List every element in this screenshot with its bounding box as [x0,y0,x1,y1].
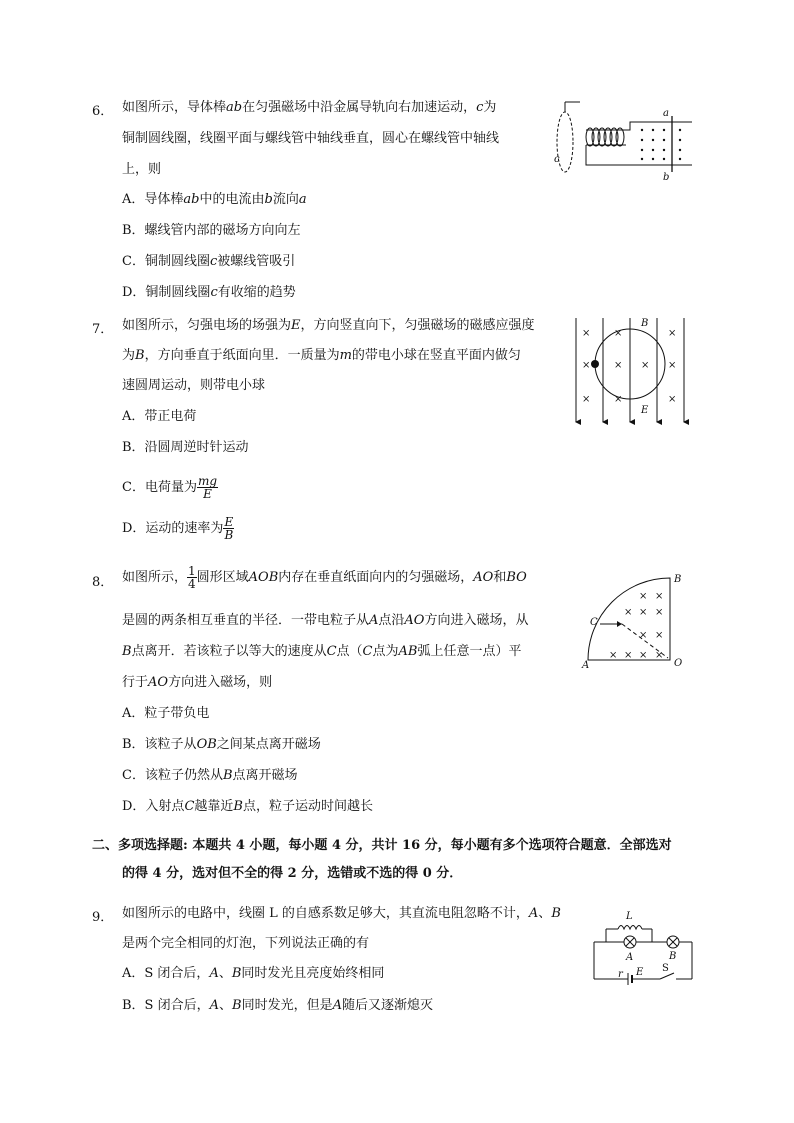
quarter-circle-figure [582,572,692,672]
label-A: A [626,952,634,963]
svg-text:×: × [639,591,648,602]
solenoid-rail-figure [550,100,700,183]
svg-text:×: × [582,328,591,339]
option-c[interactable]: C．电荷量为 $\frac{mg}{E}$ [122,474,218,501]
svg-text:×: × [582,360,591,371]
svg-text:×: × [655,591,664,602]
label-A: A [582,660,590,671]
question-text-line: 如图所示，匀强电场的场强为E，方向竖直向下，匀强磁场的磁感应强度 [122,318,535,333]
label-S: S [662,963,669,974]
option-b[interactable]: B．螺线管内部的磁场方向向左 [122,223,301,238]
svg-text:×: × [639,630,648,641]
label-E: E [636,967,644,978]
svg-text:×: × [655,630,664,641]
question-text-line: 行于AO方向进入磁场，则 [122,675,273,690]
svg-text:×: × [641,360,650,371]
option-a[interactable]: A．S 闭合后，A、B同时发光且亮度始终相同 [122,966,385,981]
svg-text:×: × [668,394,677,405]
question-text-line: 如图所示， $\frac{1}{4}$ 圆形区域AOB内存在垂直纸面向内的匀强磁场，AO和BO [122,564,527,591]
option-d[interactable]: D．运动的速率为 $\frac{E}{B}$ [122,515,234,542]
svg-text:×: × [624,650,633,661]
option-a[interactable]: A．导体棒ab中的电流由b流向a [122,192,307,207]
charged-ball [591,360,599,368]
label-r: r [618,969,623,980]
magnetic-field-dots [641,129,681,160]
question-text-line: 如图所示的电路中，线圈 L 的自感系数足够大，其直流电阻忽略不计，A、B [122,906,561,921]
option-a[interactable]: A．带正电荷 [122,409,197,424]
question-text-line: 是两个完全相同的灯泡，下列说法正确的有 [122,936,370,951]
label-a: a [663,108,669,119]
section-heading-cont: 的得 4 分，选对但不全的得 2 分，选错或不选的得 0 分． [122,866,463,881]
fraction-mg-over-e: $\frac{mg}{E}$ [197,474,218,501]
question-number: 9． [92,910,114,925]
field-circle-figure [570,316,695,428]
svg-text:×: × [614,360,623,371]
question-number: 6． [92,104,114,119]
label-C: C [590,617,598,628]
svg-text:×: × [668,360,677,371]
svg-text:×: × [624,607,633,618]
svg-text:×: × [639,650,648,661]
option-b[interactable]: B．S 闭合后，A、B同时发光，但是A随后又逐渐熄灭 [122,998,433,1013]
question-number: 8． [92,575,114,590]
fraction-e-over-b: $\frac{E}{B}$ [224,515,234,542]
label-O: O [674,658,683,669]
label-E: E [641,405,649,416]
option-d[interactable]: D．入射点C越靠近B点，粒子运动时间越长 [122,799,373,814]
question-text-line: 是圆的两条相互垂直的半径．一带电粒子从A点沿AO方向进入磁场，从 [122,613,529,628]
svg-text:×: × [614,394,623,405]
question-number: 7． [92,322,114,337]
question-text-line: B点离开．若该粒子以等大的速度从C点（C点为AB弧上任意一点）平 [122,644,522,659]
option-d[interactable]: D．铜制圆线圈c有收缩的趋势 [122,285,296,300]
label-B: B [674,574,682,585]
svg-text:×: × [639,607,648,618]
svg-text:×: × [614,328,623,339]
option-c[interactable]: C．该粒子仍然从B点离开磁场 [122,768,298,783]
option-b[interactable]: B．沿圆周逆时针运动 [122,440,249,455]
svg-text:×: × [655,607,664,618]
question-text-line: 铜制圆线圈，线圈平面与螺线管中轴线垂直，圆心在螺线管中轴线 [122,131,500,146]
question-text-line: 上，则 [122,162,162,177]
svg-text:×: × [655,650,664,661]
option-c[interactable]: C．铜制圆线圈c被螺线管吸引 [122,254,296,269]
section-heading: 二、多项选择题: 本题共 4 小题，每小题 4 分，共计 16 分，每小题有多个选项符合题意．全部选对 [92,838,672,853]
label-c: c [554,154,560,165]
question-text-line: 如图所示，导体棒ab在匀强磁场中沿金属导轨向右加速运动，c为 [122,100,497,115]
label-B: B [669,951,677,962]
fraction-one-quarter: $\frac{1}{4}$ [188,564,196,591]
svg-text:×: × [668,328,677,339]
svg-text:×: × [609,650,618,661]
question-text-line: 速圆周运动，则带电小球 [122,378,266,393]
svg-text:×: × [582,394,591,405]
circuit-figure [588,905,698,985]
label-b: b [663,172,670,183]
label-L: L [626,911,633,922]
option-a[interactable]: A．粒子带负电 [122,706,210,721]
option-b[interactable]: B．该粒子从OB之间某点离开磁场 [122,737,321,752]
label-B: B [641,318,649,329]
question-text-line: 为B，方向垂直于纸面向里．一质量为m的带电小球在竖直平面内做匀 [122,348,521,363]
